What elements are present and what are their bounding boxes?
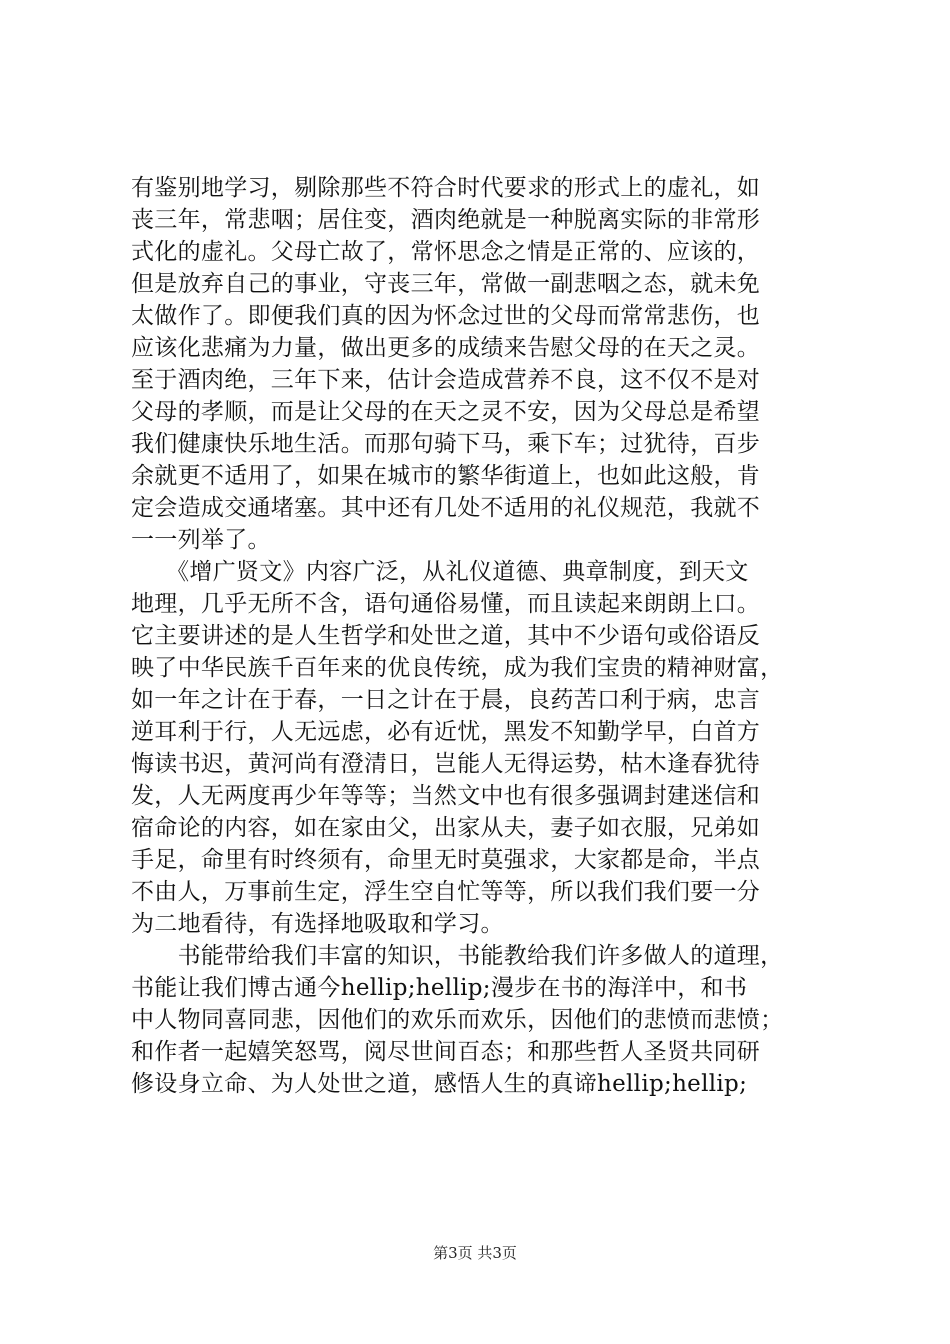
text-line: 手足，命里有时终须有，命里无时莫强求，大家都是命，半点 [131, 847, 761, 873]
text-line: 父母的孝顺，而是让父母的在天之灵不安，因为父母总是希望 [131, 399, 761, 425]
text-line: 和作者一起嬉笑怒骂，阅尽世间百态；和那些哲人圣贤共同研 [131, 1039, 761, 1065]
body-text [131, 172, 831, 1100]
text-line: 定会造成交通堵塞。其中还有几处不适用的礼仪规范，我就不 [131, 495, 761, 521]
text-line: 为二地看待，有选择地吸取和学习。 [131, 911, 504, 937]
text-line: 悔读书迟，黄河尚有澄清日，岂能人无得运势，枯木逢春犹待 [131, 751, 761, 777]
text-line: 映了中华民族千百年来的优良传统，成为我们宝贵的精神财富， [131, 655, 784, 681]
text-line: 中人物同喜同悲，因他们的欢乐而欢乐，因他们的悲愤而悲愤； [131, 1007, 784, 1033]
text-line: 书能带给我们丰富的知识，书能教给我们许多做人的道理， [131, 943, 784, 969]
text-line: 式化的虚礼。父母亡故了，常怀思念之情是正常的、应该的， [131, 239, 761, 265]
text-line: 逆耳利于行，人无远虑，必有近忧，黑发不知勤学早，白首方 [131, 719, 761, 745]
text-line: 它主要讲述的是人生哲学和处世之道，其中不少语句或俗语反 [131, 623, 761, 649]
text-line: 修设身立命、为人处世之道，感悟人生的真谛hellip;hellip; [131, 1071, 748, 1097]
text-line: 太做作了。即便我们真的因为怀念过世的父母而常常悲伤，也 [131, 303, 761, 329]
text-line: 余就更不适用了，如果在城市的繁华街道上，也如此这般，肯 [131, 463, 761, 489]
page-number: 第3页 共3页 [433, 1244, 517, 1262]
text-line: 不由人，万事前生定，浮生空自忙等等，所以我们我们要一分 [131, 879, 761, 905]
text-line: 如一年之计在于春，一日之计在于晨，良药苦口利于病，忠言 [131, 687, 761, 713]
text-line: 书能让我们博古通今hellip;hellip;漫步在书的海洋中，和书 [131, 975, 748, 1001]
text-line: 一一列举了。 [131, 527, 271, 553]
text-line: 地理，几乎无所不含，语句通俗易懂，而且读起来朗朗上口。 [131, 591, 761, 617]
text-line: 有鉴别地学习，剔除那些不符合时代要求的形式上的虚礼，如 [131, 175, 761, 201]
text-line: 发，人无两度再少年等等；当然文中也有很多强调封建迷信和 [131, 783, 761, 809]
text-line: 至于酒肉绝，三年下来，估计会造成营养不良，这不仅不是对 [131, 367, 761, 393]
text-line: 宿命论的内容，如在家由父，出家从夫，妻子如衣服，兄弟如 [131, 815, 761, 841]
text-line: 我们健康快乐地生活。而那句骑下马，乘下车；过犹待，百步 [131, 431, 761, 457]
text-line: 应该化悲痛为力量，做出更多的成绩来告慰父母的在天之灵。 [131, 335, 761, 361]
text-line: 丧三年，常悲咽；居住变，酒肉绝就是一种脱离实际的非常形 [131, 207, 761, 233]
text-line: 《增广贤文》内容广泛，从礼仪道德、典章制度，到天文 [131, 559, 749, 585]
page-footer [0, 1243, 950, 1263]
text-line: 但是放弃自己的事业，守丧三年，常做一副悲咽之态，就未免 [131, 271, 761, 297]
